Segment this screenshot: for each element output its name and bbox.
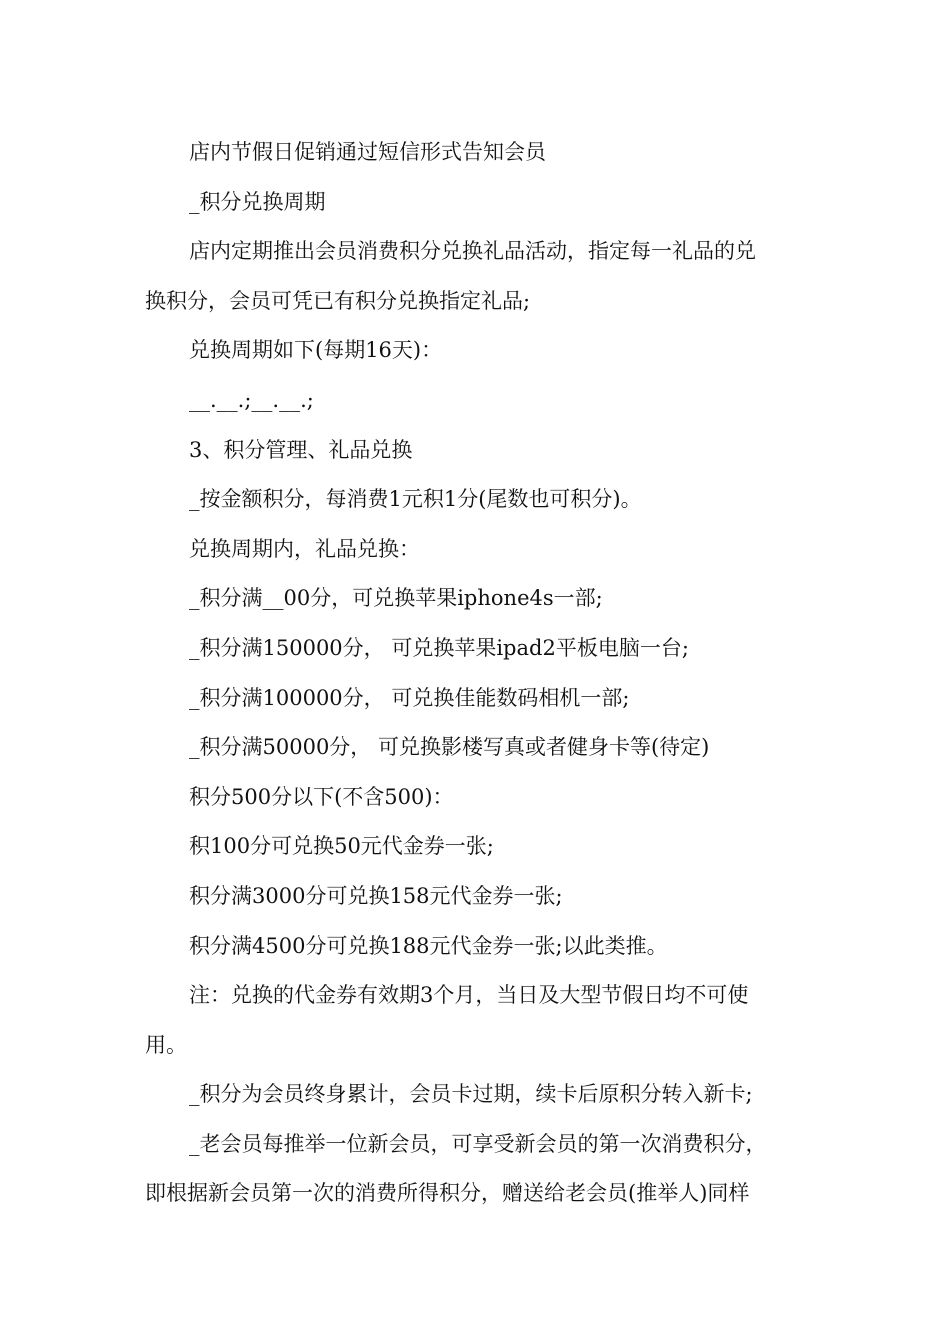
text-line: __.__.;__.__.; bbox=[189, 387, 314, 412]
text-line: _积分满150000分， 可兑换苹果ipad2平板电脑一台; bbox=[189, 635, 689, 660]
text-line: _老会员每推举一位新会员，可享受新会员的第一次消费积分， bbox=[189, 1131, 767, 1156]
text-line: 积分满4500分可兑换188元代金券一张;以此类推。 bbox=[189, 933, 668, 958]
document-body bbox=[145, 128, 810, 1219]
text-line: _积分满100000分， 可兑换佳能数码相机一部; bbox=[189, 685, 630, 710]
text-line: _积分兑换周期 bbox=[189, 189, 326, 214]
text-line: 店内定期推出会员消费积分兑换礼品活动，指定每一礼品的兑 bbox=[189, 239, 756, 264]
text-line: _积分满__00分，可兑换苹果iphone4s一部; bbox=[189, 586, 603, 611]
text-line: _积分为会员终身累计，会员卡过期，续卡后原积分转入新卡; bbox=[189, 1082, 753, 1107]
text-line: 店内节假日促销通过短信形式告知会员 bbox=[189, 140, 546, 164]
text-line: 换积分，会员可凭已有积分兑换指定礼品; bbox=[145, 288, 531, 313]
text-line: 3、积分管理、礼品兑换 bbox=[189, 437, 413, 462]
text-line: 积分500分以下(不含500)： bbox=[189, 784, 454, 809]
text-line: 注：兑换的代金券有效期3个月，当日及大型节假日均不可使 bbox=[189, 983, 749, 1008]
text-line: 积分满3000分可兑换158元代金券一张; bbox=[189, 883, 563, 908]
text-line: 积100分可兑换50元代金券一张; bbox=[189, 834, 494, 859]
text-line: _按金额积分，每消费1元积1分(尾数也可积分)。 bbox=[189, 487, 642, 512]
text-line: 兑换周期如下(每期16天)： bbox=[189, 338, 443, 363]
text-line: 用。 bbox=[145, 1032, 187, 1057]
text-line: 即根据新会员第一次的消费所得积分，赠送给老会员(推举人)同样 bbox=[145, 1181, 750, 1206]
text-line: _积分满50000分， 可兑换影楼写真或者健身卡等(待定) bbox=[189, 735, 710, 760]
text-line: 兑换周期内，礼品兑换： bbox=[189, 536, 420, 561]
